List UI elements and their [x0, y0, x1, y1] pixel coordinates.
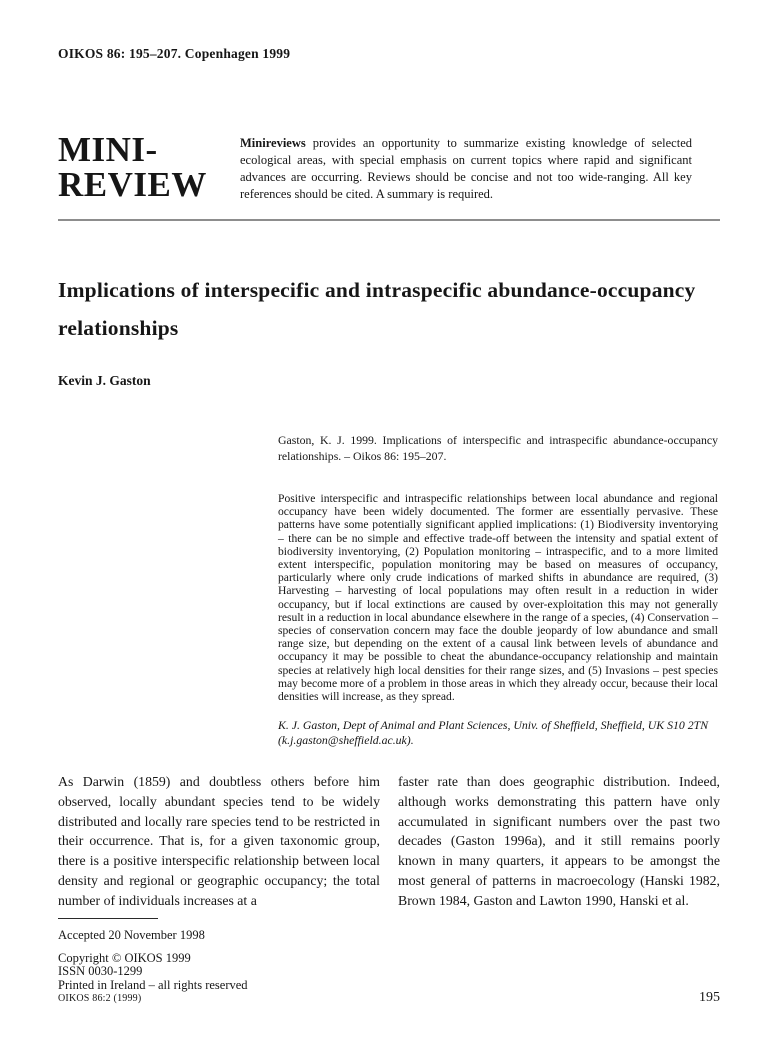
- article-title: Implications of interspecific and intraspecific abundance-occupancy relationships: [58, 278, 696, 340]
- minireview-label-line1: MINI-: [58, 130, 158, 169]
- footer-journal: OIKOS 86:2 (1999): [58, 993, 142, 1004]
- abstract-text: Positive interspecific and intraspecific relationships between local abundance and regional occupancy have been widely documented. The former are essentially pervasive. These patterns have some potentially significant applied implications: (1) Biodiversity inventorying – there can be no simple and effective trade-off between the intensity and spatial extent of biodiversity inventorying, (2) Population monitoring – intraspecific, and to a more limited extent interspecific, population monitoring may be based on measures of occupancy, particularly where only crude indications of marked shifts in abundance are required, (3) Harvesting – harvesting of local populations may often result in a reduction in wider occupancy, but if local extinctions are caused by over-exploitation this may not generally result in a reduction in local abundance elsewhere in the range of a species, (4) Conservation – species of conservation concern may face the double jeopardy of low abundance and small range size, but depending on the extent of a causal link between levels of abundance and occupancy it may be possible to cheat the abundance-occupancy relationship and maintain species at relatively high local densities for their range sizes, and (5) Invasions – pest species may become more of a problem in those areas in which they already occur, because their local densities will increase, as they spread.: [278, 492, 718, 704]
- abstract-block: [278, 433, 718, 748]
- body-column-right: faster rate than does geographic distribution. Indeed, although works demonstrating this pattern have only accumulated in significant numbers over the past two decades (Gaston 1996a), and it still remains poorly known in many quarters, it appears to be amongst the most general of patterns in macroecology (Hanski 1982, Brown 1984, Gaston and Lawton 1990, Hanski et al.: [398, 774, 720, 908]
- body-area: [58, 772, 720, 993]
- body-columns: [58, 772, 720, 911]
- copyright-line: Copyright © OIKOS 1999: [58, 950, 191, 965]
- minireview-intro-lead: Minireviews: [240, 136, 306, 150]
- imprint-block: [58, 952, 720, 993]
- body-column-left: As Darwin (1859) and doubtless others before him observed, locally abundant species tend to be widely distributed and locally rare species tend to be restricted in their occurrence. That is, for a given taxonomic group, there is a positive interspecific relationship between local density and regional or geographic occupancy; the total number of individuals increases at a: [58, 774, 380, 908]
- minireview-label: [58, 132, 240, 203]
- minireview-intro-text: provides an opportunity to summarize existing knowledge of selected ecological areas, with special emphasis on current topics where rapid and significant advances are occurring. Reviews should be concise and not too wide-ranging. All key references should be cited. A summary is required.: [240, 136, 692, 201]
- minireview-label-line2: REVIEW: [58, 165, 207, 204]
- issn-line: ISSN 0030-1299: [58, 964, 143, 979]
- author-name: Kevin J. Gaston: [58, 373, 151, 388]
- accepted-note: Accepted 20 November 1998: [58, 927, 205, 942]
- author-address: K. J. Gaston, Dept of Animal and Plant Sciences, Univ. of Sheffield, Sheffield, UK S10 2TN (k.j.gaston@sheffield.ac.uk).: [278, 718, 709, 748]
- running-head: OIKOS 86: 195–207. Copenhagen 1999: [58, 46, 291, 61]
- page-footer: [58, 990, 720, 1006]
- footer-page-number: 195: [699, 990, 720, 1005]
- citation-text: Gaston, K. J. 1999. Implications of interspecific and intraspecific abundance-occupancy relationships. – Oikos 86: 195–207.: [278, 433, 718, 463]
- printed-line: Printed in Ireland – all rights reserved: [58, 978, 248, 993]
- minireview-intro: [240, 135, 692, 203]
- section-divider-rule: [58, 219, 720, 221]
- minireview-section: [58, 132, 692, 203]
- footnote-rule: [58, 918, 158, 919]
